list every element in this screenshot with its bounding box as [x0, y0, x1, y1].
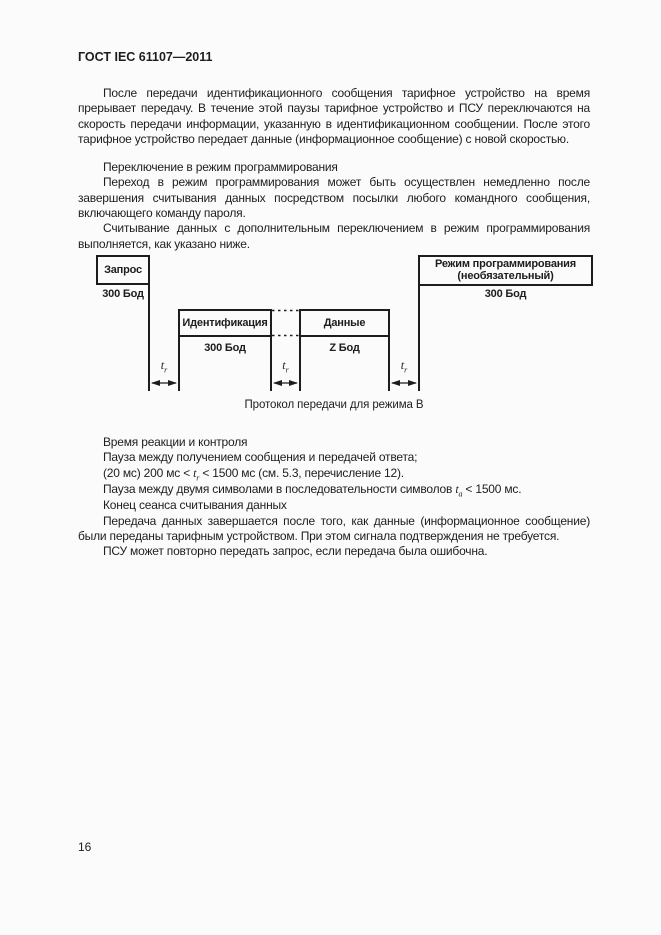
paragraph-readout: Считывание данных с дополнительным переключением в режим программирования выполняется, как указано ниже. [78, 221, 590, 251]
diagram-break-dotted-lines [272, 310, 300, 335]
box-programming-label-line2: (необязательный) [457, 270, 554, 283]
timing-label-tr-3: $t_r$ [400, 357, 408, 375]
box-data [299, 309, 390, 337]
rate-programming: 300 Бод [484, 287, 527, 300]
box-programming-mode [418, 255, 593, 286]
box-programming-label-line1: Режим программирования [435, 257, 576, 270]
paragraph-switch-heading: Переключение в режим программирования [103, 160, 338, 175]
note-ta-formula: Пауза между двумя символами в последовательности символов $t_a < 1500$ мс. [103, 481, 522, 499]
note-end-session-heading: Конец сеанса считывания данных [103, 498, 287, 513]
box-request [96, 255, 150, 285]
box-identification [178, 309, 272, 337]
timing-label-tr-2: $t_r$ [282, 357, 289, 375]
timing-label-tr-1: $t_r$ [160, 357, 168, 375]
note-pause-response: Пауза между получением сообщения и передачей ответа; [103, 450, 418, 465]
protocol-diagram [96, 255, 593, 391]
diagram-vertical-lines [149, 285, 419, 391]
note-tr-formula: (20 мс) 200 мс < $t_r < 1500$ мс (см. 5.3, перечисление 12). [103, 465, 404, 482]
doc-header: ГОСТ IEC 61107—2011 [78, 50, 213, 64]
rate-data: Z Бод [329, 341, 360, 354]
rate-request: 300 Бод [102, 287, 144, 300]
paragraph-intro: После передачи идентификационного сообщения тарифное устройство на время прерывает передачу. В течение этой паузы тарифное устройство и ПСУ переключаются на скорость передачи информации, указанную в идентификационном сообщении. После этого тарифное устройство передает данные (информационное сообщение) с новой скоростью. [78, 86, 590, 146]
page-content [78, 0, 590, 560]
page-number: 16 [78, 840, 92, 854]
box-data-label: Данные [323, 316, 366, 329]
note-end-session-text: Передача данных завершается после того, как данные (информационное сообщение) были переданы тарифным устройством. При этом сигнала подтверждения не требуется. [78, 513, 590, 543]
note-retry: ПСУ может повторно передать запрос, если передача была ошибочна. [103, 544, 488, 559]
figure-caption: Протокол передачи для режима В [244, 398, 424, 411]
box-request-label: Запрос [104, 263, 142, 276]
paragraph-transition: Переход в режим программирования может быть осуществлен немедленно после завершения считывания данных посредством посылки любого командного сообщения, включающего команду пароля. [78, 175, 590, 221]
rate-identification: 300 Бод [204, 341, 246, 354]
note-reaction-time-heading: Время реакции и контроля [103, 434, 248, 449]
box-identification-label: Идентификация [182, 316, 268, 329]
